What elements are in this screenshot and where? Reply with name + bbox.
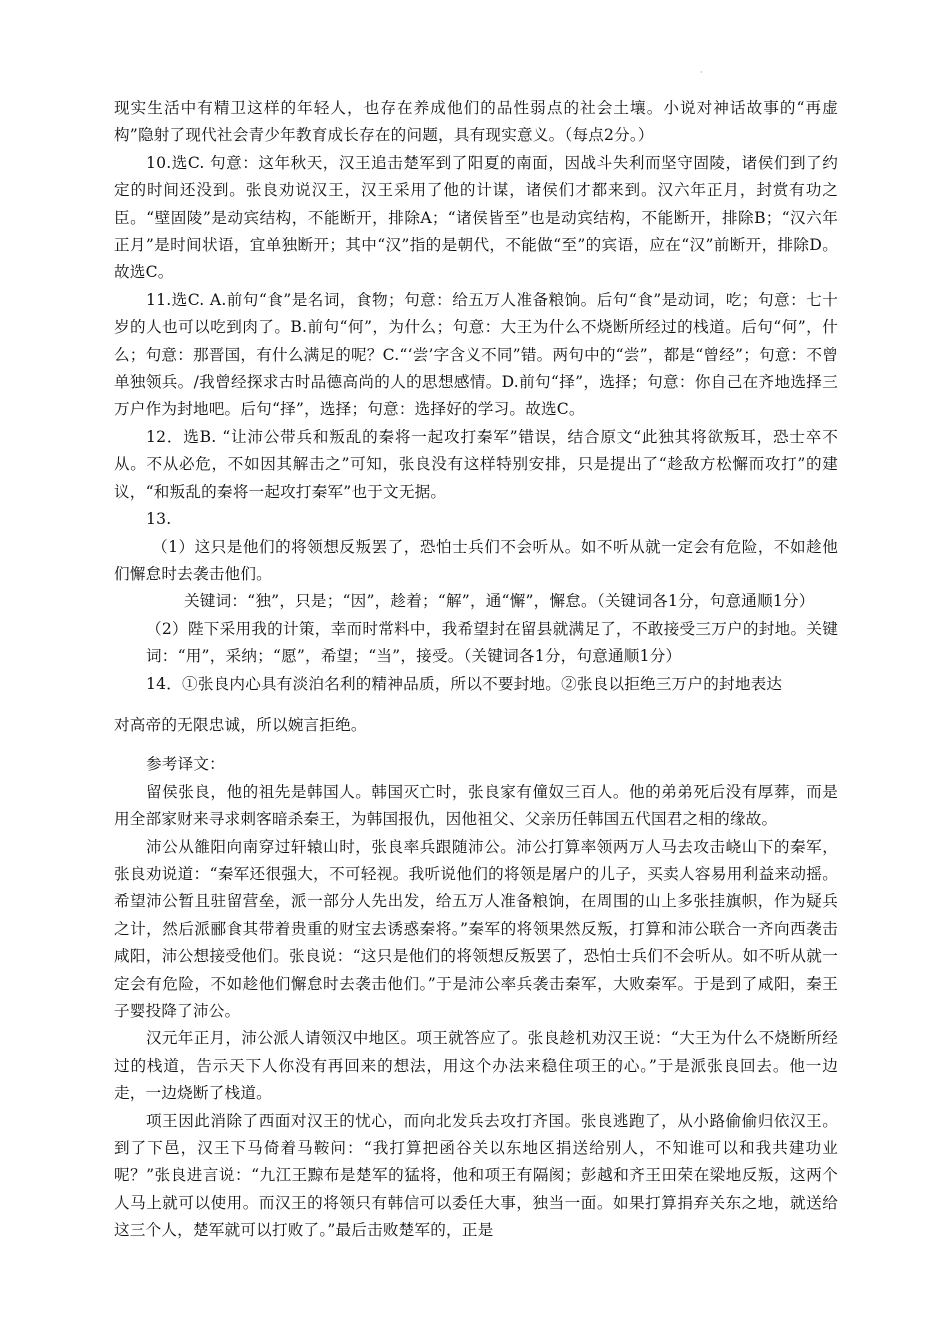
paragraph-q13-part1: （1）这只是他们的将领想反叛罢了，恐怕士兵们不会听从。如不听从就一定会有危险，不如趁他们懈怠时去袭击他们。: [114, 537, 838, 583]
translation-heading: 参考译文：: [146, 755, 225, 774]
paragraph-q14-cont: 对高帝的无限忠诚，所以婉言拒绝。: [114, 715, 367, 734]
paragraph-q13-part1-keywords: 关键词：“独”，只是；“因”，趁着；“解”，通“懈”，懈怠。（关键词各1分，句意通顺1分）: [184, 592, 815, 611]
translation-para-2: 沛公从雒阳向南穿过轩辕山时，张良率兵跟随沛公。沛公打算率领两万人马去攻击峣山下的秦军，张良劝说道：“秦军还很强大，不可轻视。我听说他们的将领是屠户的儿子，买卖人容易用利益来动摇。希望沛公暂且驻留营垒，派一部分人先出发，给五万人准备粮饷，在周围的山上多张挂旗帜，作为疑兵之计，然后派郦食其带着贵重的财宝去诱惑秦将。”秦军的将领果然反叛，打算和沛公联合一齐向西袭击咸阳，沛公想接受他们。张良说：“这只是他们的将领想反叛罢了，恐怕士兵们不会听从。如不听从就一定会有危险，不如趁他们懈怠时去袭击他们。”于是沛公率兵袭击秦军，大败秦军。于是到了咸阳，秦王子婴投降了沛公。: [114, 837, 838, 1020]
translation-para-4: 项王因此消除了西面对汉王的忧心，而向北发兵去攻打齐国。张良逃跑了，从小路偷偷归依汉王。到了下邑，汉王下马倚着马鞍问：“我打算把函谷关以东地区捐送给别人，不知谁可以和我共建功业呢？”张良进言说：“九江王黥布是楚军的猛将，他和项王有隔阂；彭越和齐王田荣在梁地反叛，这两个人马上就可以使用。而汉王的将领只有韩信可以委任大事，独当一面。如果打算捐弃关东之地，就送给这三个人，楚军就可以打败了。”最后击败楚军的，正是: [114, 1111, 838, 1240]
translation-para-1: 留侯张良，他的祖先是韩国人。韩国灭亡时，张良家有僮奴三百人。他的弟弟死后没有厚葬，而是用全部家财来寻求刺客暗杀秦王，为韩国报仇，因他祖父、父亲历任韩国五代国君之相的缘故。: [114, 782, 838, 829]
answer-document: [114, 95, 838, 1245]
paragraph-q9-end: 现实生活中有精卫这样的年轻人，也存在养成他们的品性弱点的社会土壤。小说对神话故事的“再虚构”隐射了现代社会青少年教育成长存在的问题，具有现实意义。（每点2分。）: [114, 99, 838, 145]
translation-para-3: 汉元年正月，沛公派人请领汉中地区。项王就答应了。张良趁机劝汉王说：“大王为什么不烧断所经过的栈道，告示天下人你没有再回来的想法，用这个办法来稳住项王的心。”于是派张良回去。他一边走，一边烧断了栈道。: [114, 1029, 838, 1103]
paragraph-q11: 11.选C. A.前句“食”是名词，食物；句意：给五万人准备粮饷。后句“食”是动词，吃；句意：七十岁的人也可以吃到肉了。B.前句“何”，为什么；句意：大王为什么不烧断所经过的栈道。后句“何”，什么；句意：那晋国，有什么满足的呢？C.“‘尝’字含义不同”错。两句中的“尝”，都是“曾经”；句意：不曾单独领兵。/我曾经探求古时品德高尚的人的思想感情。D.前句“择”，选择；句意：你自己在齐地选择三万户作为封地吧。后句“择”，选择；句意：选择好的学习。故选C。: [114, 290, 838, 419]
paragraph-q14: 14．①张良内心具有淡泊名利的精神品质，所以不要封地。②张良以拒绝三万户的封地表达: [146, 674, 783, 693]
paragraph-q12: 12．选B. “让沛公带兵和叛乱的秦将一起攻打秦军”错误，结合原文“此独其将欲叛耳，恐士卒不从。不从必危，不如因其解击之”可知，张良没有这样特别安排，只是提出了“趁敌方松懈而攻打”的建议，“和叛乱的秦将一起攻打秦军”也于文无据。: [114, 427, 838, 501]
paragraph-q10: 10.选C. 句意：这年秋天，汉王追击楚军到了阳夏的南面，因战斗失利而坚守固陵，诸侯们到了约定的时间还没到。张良劝说汉王，汉王采用了他的计谋，诸侯们才都来到。汉六年正月，封赏有功之臣。“壁固陵”是动宾结构，不能断开，排除A；“诸侯皆至”也是动宾结构，不能断开，排除B；“汉六年正月”是时间状语，宜单独断开；其中“汉”指的是朝代，不能做“至”的宾语，应在“汉”前断开，排除D。故选C。: [114, 153, 838, 282]
paragraph-q13-part2: （2）陛下采用我的计策，幸而时常料中，我希望封在留县就满足了，不敢接受三万户的封地。关键词：“用”，采纳；“愿”，希望；“当”，接受。（关键词各1分，句意通顺1分）: [146, 619, 838, 666]
header-dot: ·: [700, 68, 703, 77]
paragraph-q13-number: 13.: [146, 510, 172, 529]
